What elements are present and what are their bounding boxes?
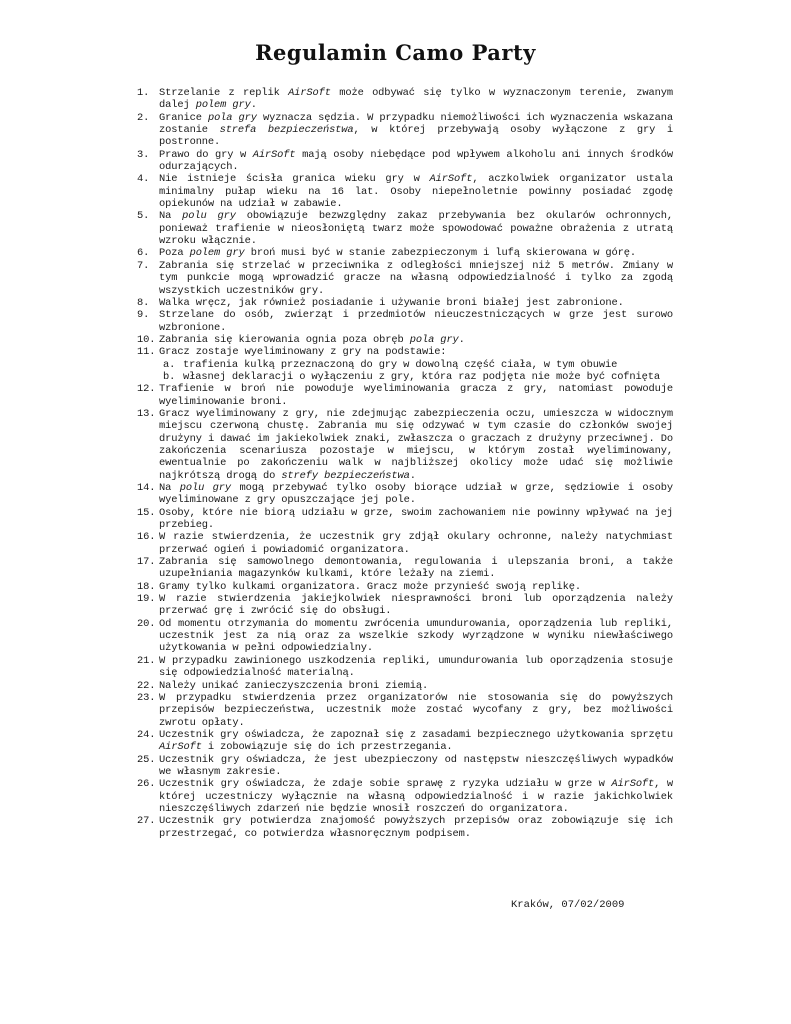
subitem-letter: b. bbox=[163, 370, 176, 383]
rule-item bbox=[137, 692, 673, 729]
rule-item bbox=[137, 334, 673, 346]
rule-text: Uczestnik gry oświadcza, że jest ubezpieczony od następstw nieszczęśliwych wypadków we własnym zakresie. bbox=[159, 753, 673, 778]
rule-text: Granice pola gry wyznacza sędzia. W przypadku niemożliwości ich wyznaczenia wskazana zostanie strefa bezpieczeństwa, w której przebywają osoby wyłączone z gry i postronne. bbox=[159, 111, 673, 149]
rule-text: Walka wręcz, jak również posiadanie i używanie broni białej jest zabronione. bbox=[159, 296, 624, 309]
rule-text: W przypadku zawinionego uszkodzenia repliki, umundurowania lub oporządzenia stosuje się odpowiedzialność materialną. bbox=[159, 654, 673, 680]
rule-number: 26. bbox=[137, 778, 156, 791]
subitem-letter: a. bbox=[163, 358, 176, 371]
rule-item bbox=[137, 210, 673, 247]
rule-text: Należy unikać zanieczyszczenia broni ziemią. bbox=[159, 679, 429, 692]
rule-item bbox=[137, 507, 673, 532]
rule-text: Gracz wyeliminowany z gry, nie zdejmując zabezpieczenia oczu, umieszcza w widocznym miejscu czerwoną chustę. Zabrania mu się odzywać w tym czasie do członków swojej drużyny i dawać im jakiekolwiek znaki, zwłaszcza o graczach z drużyny przeciwnej. Do zakończenia scenariusza pozostaje w miejscu, w którym został wyeliminowany, ewentualnie po zakończeniu walk w najbliższej okolicy może udać się możliwie najkrótszą drogą do strefy bezpieczeństwa. bbox=[159, 407, 673, 482]
rule-number: 21. bbox=[137, 654, 156, 667]
rule-item bbox=[137, 247, 673, 259]
rule-number: 24. bbox=[137, 728, 156, 741]
rule-item bbox=[137, 173, 673, 210]
rule-number: 16. bbox=[137, 531, 156, 544]
rule-text: Uczestnik gry oświadcza, że zdaje sobie sprawę z ryzyka udziału w grze w AirSoft, w której uczestniczy wyłącznie na własną odpowiedzialność i w razie jakichkolwiek nieszczęśliwych zdarzeń nie będzie wnosił roszczeń do organizatora. bbox=[159, 778, 673, 815]
rule-subitem bbox=[137, 371, 673, 383]
subitem-text: trafienia kulką przeznaczoną do gry w dowolną część ciała, w tym obuwie bbox=[183, 358, 618, 371]
rule-item bbox=[137, 297, 673, 309]
rule-text: W razie stwierdzenia jakiejkolwiek niesprawności broni lub oporządzenia należy przerwać grę i zwrócić się do obsługi. bbox=[159, 593, 673, 618]
rule-number: 5. bbox=[137, 210, 150, 223]
rule-number: 22. bbox=[137, 679, 156, 692]
rule-number: 17. bbox=[137, 556, 156, 569]
rule-text: Poza polem gry broń musi być w stanie zabezpieczonym i lufą skierowana w górę. bbox=[159, 247, 637, 260]
rule-item bbox=[137, 618, 673, 655]
rule-number: 11. bbox=[137, 346, 156, 359]
rule-text: Strzelanie z replik AirSoft może odbywać się tylko w wyznaczonym terenie, zwanym dalej polem gry. bbox=[159, 87, 673, 112]
rule-number: 18. bbox=[137, 580, 156, 593]
subitem-text: własnej deklaracji o wyłączeniu z gry, która raz podjęta nie może być cofnięta bbox=[183, 370, 661, 383]
rule-item bbox=[137, 593, 673, 618]
rule-text: Zabrania się strzelać w przeciwnika z odległości mniejszej niż 5 metrów. Zmiany w tym punkcie mogą wprowadzić gracze na własną odpowiedzialność i tylko za zgodą wszystkich uczestników gry. bbox=[159, 259, 673, 297]
rule-text: Prawo do gry w AirSoft mają osoby niebędące pod wpływem alkoholu ani innych środków odurzających. bbox=[159, 148, 673, 174]
rule-text: Nie istnieje ścisła granica wieku gry w AirSoft, aczkolwiek organizator ustala minimalny pułap wieku na 16 lat. Osoby niepełnoletnie powinny posiadać zgodę opiekunów na udział w zabawie. bbox=[159, 173, 674, 211]
rule-text: Zabrania się samowolnego demontowania, regulowania i ulepszania broni, a także uzupełniania magazynków kulkami, które leżały na ziemi. bbox=[159, 556, 673, 581]
rule-number: 10. bbox=[137, 333, 156, 346]
rule-item bbox=[137, 482, 673, 507]
rule-text: Na polu gry obowiązuje bezwzględny zakaz przebywania bez okularów ochronnych, ponieważ trafienie w nieosłoniętą twarz może spowodować poważne obrażenia z utratą wzroku włącznie. bbox=[159, 210, 673, 248]
rule-subitem bbox=[137, 359, 673, 371]
place-date: Kraków, 07/02/2009 bbox=[511, 899, 625, 911]
rule-number: 14. bbox=[137, 482, 156, 494]
rule-number: 1. bbox=[137, 87, 150, 99]
rule-item bbox=[137, 408, 673, 482]
rule-number: 8. bbox=[137, 296, 150, 309]
rule-number: 7. bbox=[137, 259, 150, 272]
rule-item bbox=[137, 556, 673, 581]
rule-item bbox=[137, 655, 673, 680]
rule-text: Uczestnik gry oświadcza, że zapoznał się z zasadami bezpiecznego użytkowania sprzętu AirSoft i zobowiązuje się do ich przestrzegania. bbox=[159, 728, 673, 754]
document-title: Regulamin Camo Party bbox=[255, 40, 536, 65]
rule-number: 4. bbox=[137, 173, 150, 186]
rule-text: Trafienie w broń nie powoduje wyeliminowania gracza z gry, natomiast powoduje wyeliminowanie broni. bbox=[159, 383, 673, 408]
rule-item bbox=[137, 383, 673, 408]
rule-text: Gracz zostaje wyeliminowany z gry na podstawie: bbox=[159, 346, 447, 359]
rule-item bbox=[137, 87, 673, 112]
rule-number: 27. bbox=[137, 815, 156, 828]
rule-item bbox=[137, 754, 673, 779]
rule-item bbox=[137, 815, 673, 840]
rule-number: 25. bbox=[137, 753, 156, 766]
rule-text: Strzelane do osób, zwierząt i przedmiotów nieuczestniczących w grze jest surowo wzbronione. bbox=[159, 309, 673, 334]
rule-number: 12. bbox=[137, 383, 156, 396]
rule-item bbox=[137, 112, 673, 149]
rule-item bbox=[137, 581, 673, 593]
rule-item bbox=[137, 309, 673, 334]
rule-number: 19. bbox=[137, 593, 156, 606]
rule-text: Uczestnik gry potwierdza znajomość powyższych przepisów oraz zobowiązuje się ich przestrzegać, co potwierdza własnoręcznym podpisem. bbox=[159, 815, 673, 840]
rule-number: 2. bbox=[137, 111, 150, 124]
rules-list bbox=[137, 87, 673, 840]
rule-text: W przypadku stwierdzenia przez organizatorów nie stosowania się do powyższych przepisów bezpieczeństwa, uczestnik może zostać wycofany z gry, bez możliwości zwrotu opłaty. bbox=[159, 691, 673, 729]
rule-item bbox=[137, 778, 673, 815]
rule-item bbox=[137, 531, 673, 556]
rule-number: 6. bbox=[137, 247, 150, 260]
rule-number: 23. bbox=[137, 691, 156, 704]
rule-number: 3. bbox=[137, 148, 150, 161]
rule-text: Osoby, które nie biorą udziału w grze, swoim zachowaniem nie powinny wpływać na jej przebieg. bbox=[159, 506, 673, 532]
rule-text: Zabrania się kierowania ognia poza obręb pola gry. bbox=[159, 333, 465, 346]
rule-item bbox=[137, 260, 673, 297]
rule-text: Od momentu otrzymania do momentu zwrócenia umundurowania, oporządzenia lub repliki, uczestnik jest za nią oraz za wszelkie szkody wyrządzone w wyniku niewłaściwego użytkowania w pełni odpowiedzialny. bbox=[159, 617, 673, 655]
rule-number: 13. bbox=[137, 407, 156, 420]
rule-item bbox=[137, 680, 673, 692]
rule-number: 20. bbox=[137, 617, 156, 630]
rule-text: Na polu gry mogą przebywać tylko osoby biorące udział w grze, sędziowie i osoby wyeliminowane z gry opuszczające jej pole. bbox=[159, 482, 673, 507]
rule-item bbox=[137, 729, 673, 754]
rule-number: 9. bbox=[137, 309, 150, 322]
rule-number: 15. bbox=[137, 506, 156, 519]
rule-text: Gramy tylko kulkami organizatora. Gracz może przynieść swoją replikę. bbox=[159, 580, 581, 593]
rule-item bbox=[137, 346, 673, 358]
rule-text: W razie stwierdzenia, że uczestnik gry zdjął okulary ochronne, należy natychmiast przerwać ogień i powiadomić organizatora. bbox=[159, 531, 673, 556]
rule-item bbox=[137, 149, 673, 174]
